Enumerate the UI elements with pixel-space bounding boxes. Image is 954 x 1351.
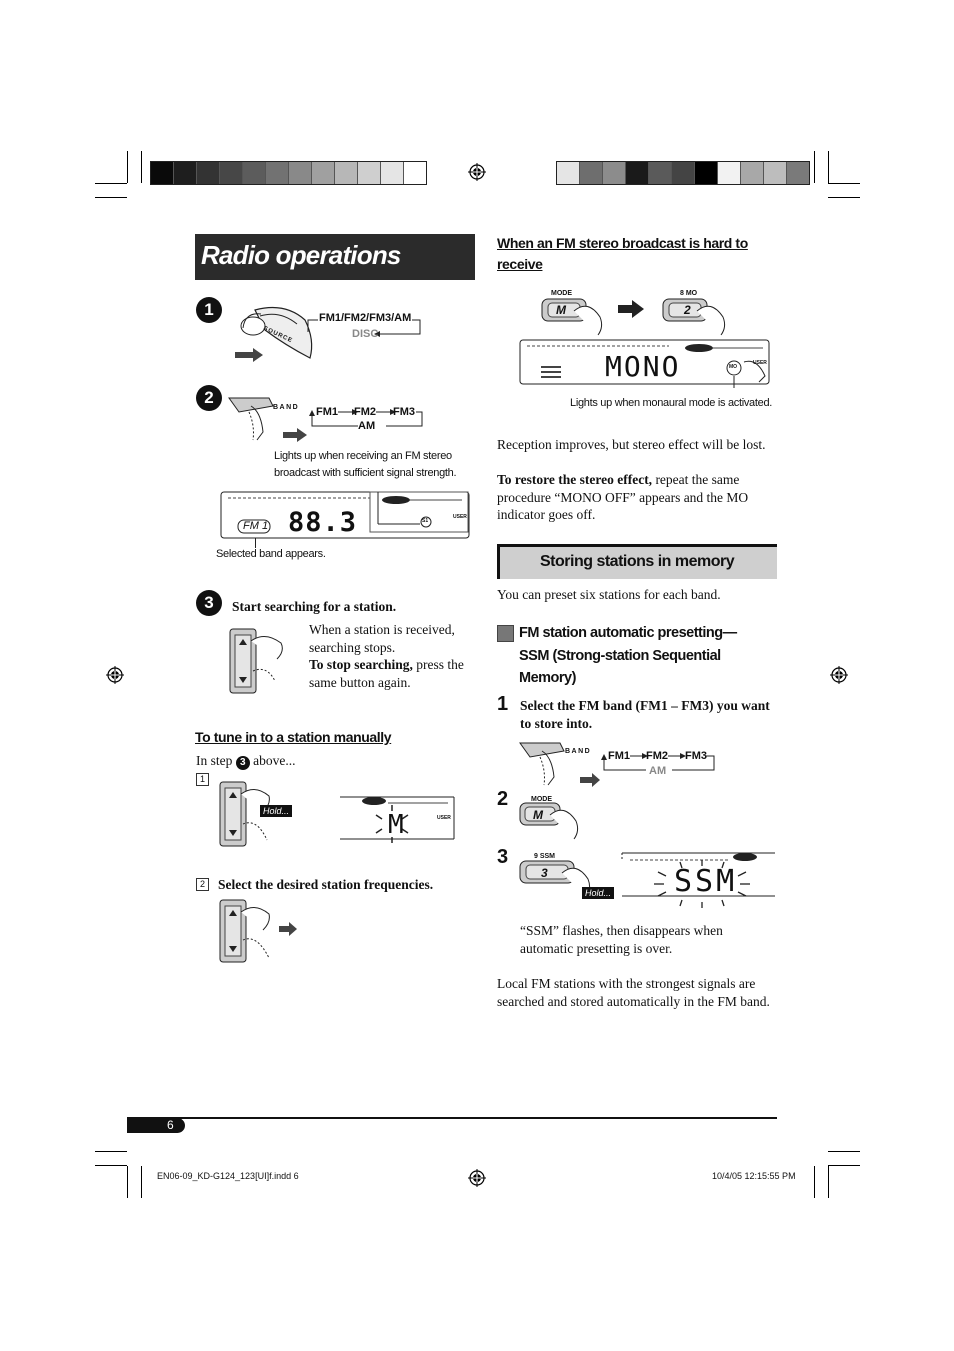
storing-intro: You can preset six stations for each band.	[497, 587, 721, 602]
stop-search-rest: press the same button again.	[309, 657, 464, 690]
band-label: BAND	[273, 404, 300, 411]
preset-2-button-icon	[659, 289, 739, 337]
restore-rest: repeat the same procedure “MONO OFF” appears and the MO indicator goes off.	[497, 472, 749, 522]
page-number-tab	[127, 1118, 185, 1133]
footer-date: 10/4/05 12:15:55 PM	[712, 1171, 796, 1181]
band-button-icon	[225, 392, 315, 444]
display-frequency: 88.3	[288, 507, 358, 538]
ssm-label-fm2: FM2	[646, 750, 668, 762]
display-band: FM 1	[243, 520, 269, 532]
stop-search-bold: To stop searching,	[309, 657, 413, 672]
label-fm2: FM2	[354, 406, 376, 418]
ssm-step-1-number: 1	[497, 693, 509, 715]
sub-heading-marker	[497, 625, 514, 642]
page-title: Radio operations	[201, 240, 401, 270]
color-bar-right	[556, 161, 810, 185]
mono-restore-text	[497, 471, 775, 524]
hold-badge: Hold...	[260, 805, 292, 817]
ssm-preset-number: 3	[541, 866, 548, 880]
page-number: 6	[167, 1118, 174, 1132]
footer-rule	[127, 1117, 777, 1119]
label-disc: DISC	[352, 328, 379, 340]
label-fm3: FM3	[393, 406, 415, 418]
registration-mark-left	[106, 666, 124, 684]
display-mono-text: MONO	[605, 350, 681, 383]
sub-step-2-box: 2	[196, 878, 209, 891]
ssm-band-button-icon	[516, 739, 606, 791]
ssm-mode-letter: M	[533, 808, 543, 822]
mode-button-icon	[538, 289, 618, 337]
stereo-indicator-note: Lights up when receiving an FM stereo broadcast with sufficient signal strength.	[274, 450, 457, 479]
in-step-text	[196, 752, 295, 770]
ssm-step-1-text: Select the FM band (FM1 – FM3) you want to store into.	[520, 698, 770, 731]
registration-mark-top	[468, 163, 486, 181]
seek-select-icon	[215, 896, 305, 971]
step-1-number: 1	[196, 297, 222, 323]
storing-section-bar	[497, 544, 777, 579]
preset-number: 2	[684, 303, 691, 317]
label-fm-am-sources: FM1/FM2/FM3/AM	[319, 312, 412, 324]
step-3-number: 3	[196, 590, 222, 616]
display-manual-user: USER	[437, 815, 451, 821]
sub-step-1-box: 1	[196, 773, 209, 786]
step-3-heading: Start searching for a station.	[232, 599, 397, 614]
in-step-post: above...	[249, 753, 296, 768]
ssm-step-2-number: 2	[497, 788, 509, 810]
seek-hold-icon	[215, 778, 293, 856]
mono-heading: When an FM stereo broadcast is hard to receive	[497, 235, 748, 272]
mono-text-1: Reception improves, but stereo effect will be lost.	[497, 437, 766, 452]
arrow-right-icon	[616, 298, 646, 320]
ssm-step-3-number: 3	[497, 846, 509, 868]
in-step-num: 3	[236, 756, 250, 770]
display-user: USER	[453, 514, 467, 520]
footer-file: EN06-09_KD-G124_123[UI]f.indd 6	[157, 1171, 299, 1181]
display-s1: S1	[422, 518, 429, 524]
mode-label: MODE	[551, 290, 572, 297]
ssm-label-am: AM	[649, 765, 667, 777]
display-manual-m: M	[388, 810, 404, 840]
ssm-preset-label: 9 SSM	[534, 853, 556, 860]
manual-tune-heading: To tune in to a station manually	[195, 729, 392, 745]
registration-mark-bottom	[468, 1169, 486, 1187]
restore-bold: To restore the stereo effect,	[497, 472, 653, 487]
ssm-flash-note: “SSM” flashes, then disappears when automatic presetting is over.	[520, 923, 723, 956]
display-mo-indicator: MO	[729, 364, 738, 370]
mono-caption: Lights up when monaural mode is activated.	[570, 397, 773, 409]
ssm-final-text: Local FM stations with the strongest signals are searched and stored automatically in the FM band.	[497, 976, 770, 1009]
ssm-sub-heading: FM station automatic presetting—SSM (Strong-station Sequential Memory)	[519, 625, 737, 686]
registration-mark-right	[830, 666, 848, 684]
storing-heading: Storing stations in memory	[540, 553, 735, 570]
ssm-band-label: BAND	[565, 748, 592, 755]
step-3-text: When a station is received, searching stops.	[309, 622, 455, 655]
ssm-label-fm1: FM1	[608, 750, 630, 762]
display-ssm-text: SSM	[674, 864, 738, 899]
stop-search-text	[309, 656, 477, 691]
seek-buttons-icon	[225, 625, 297, 697]
in-step-pre: In step	[196, 753, 236, 768]
display-mono-user: USER	[753, 360, 767, 366]
ssm-mode-button-icon	[516, 795, 596, 843]
knob-label: SOURCE	[262, 325, 294, 345]
preset-label: 8 MO	[680, 290, 698, 297]
label-am: AM	[358, 420, 376, 432]
sub-step-2-text: Select the desired station frequencies.	[218, 877, 434, 892]
ssm-label-fm3: FM3	[685, 750, 707, 762]
mode-letter: M	[556, 303, 566, 317]
ssm-hold-badge: Hold...	[582, 887, 614, 899]
selected-band-caption: Selected band appears.	[216, 548, 326, 560]
color-bar-left	[150, 161, 427, 185]
step-2-number: 2	[196, 385, 222, 411]
label-fm1: FM1	[316, 406, 338, 418]
ssm-mode-label: MODE	[531, 796, 552, 803]
page-title-bar	[195, 234, 475, 280]
